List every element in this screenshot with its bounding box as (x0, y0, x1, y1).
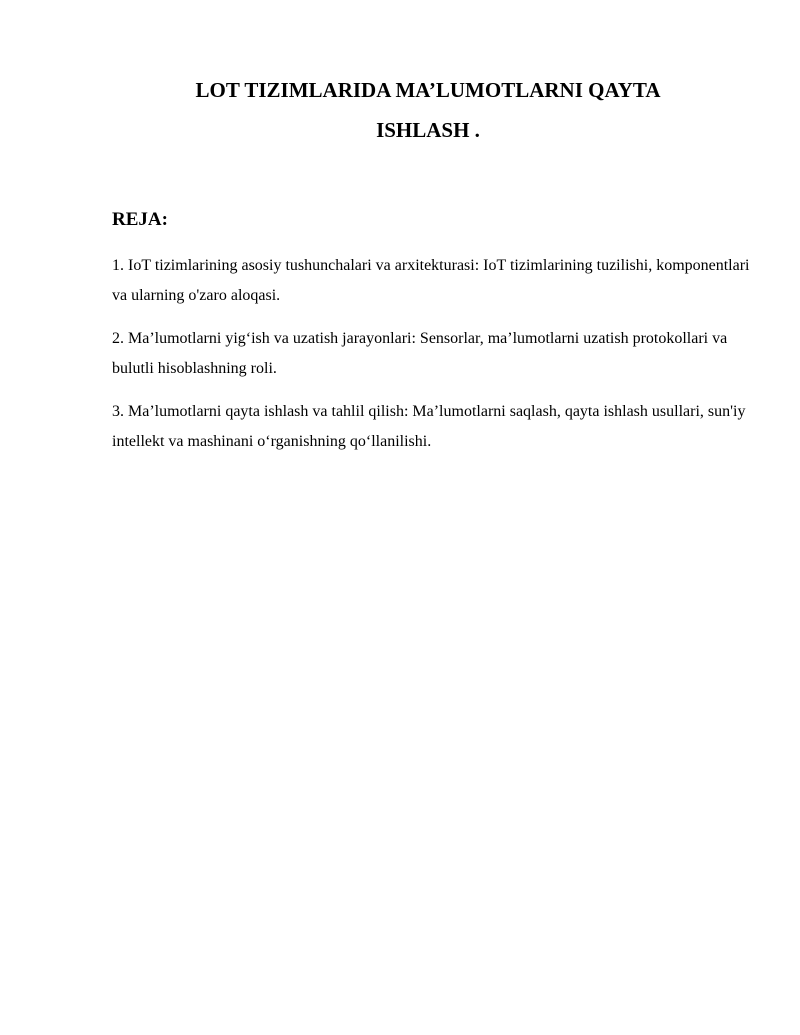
plan-item-2: 2. Ma’lumotlarni yig‘ish va uzatish jarayonlari: Sensorlar, ma’lumotlarni uzatish protokollari va bulutli hisoblashning roli. (112, 330, 728, 377)
plan-item-3: 3. Ma’lumotlarni qayta ishlash va tahlil qilish: Ma’lumotlarni saqlash, qayta ishlash usullari, sun'iy intellekt va mashinani o‘rganishning qo‘llanilishi. (112, 403, 746, 450)
plan-list (112, 251, 752, 470)
document-title (112, 70, 744, 150)
document-title-line-2: ISHLASH . (376, 118, 480, 142)
plan-heading: REJA: (112, 209, 168, 230)
plan-item-1: 1. IoT tizimlarining asosiy tushunchalari va arxitekturasi: IoT tizimlarining tuzilishi, komponentlari va ularning o'zaro aloqasi. (112, 257, 750, 304)
document-title-line-1: LOT TIZIMLARIDA MA’LUMOTLARNI QAYTA (195, 78, 661, 102)
